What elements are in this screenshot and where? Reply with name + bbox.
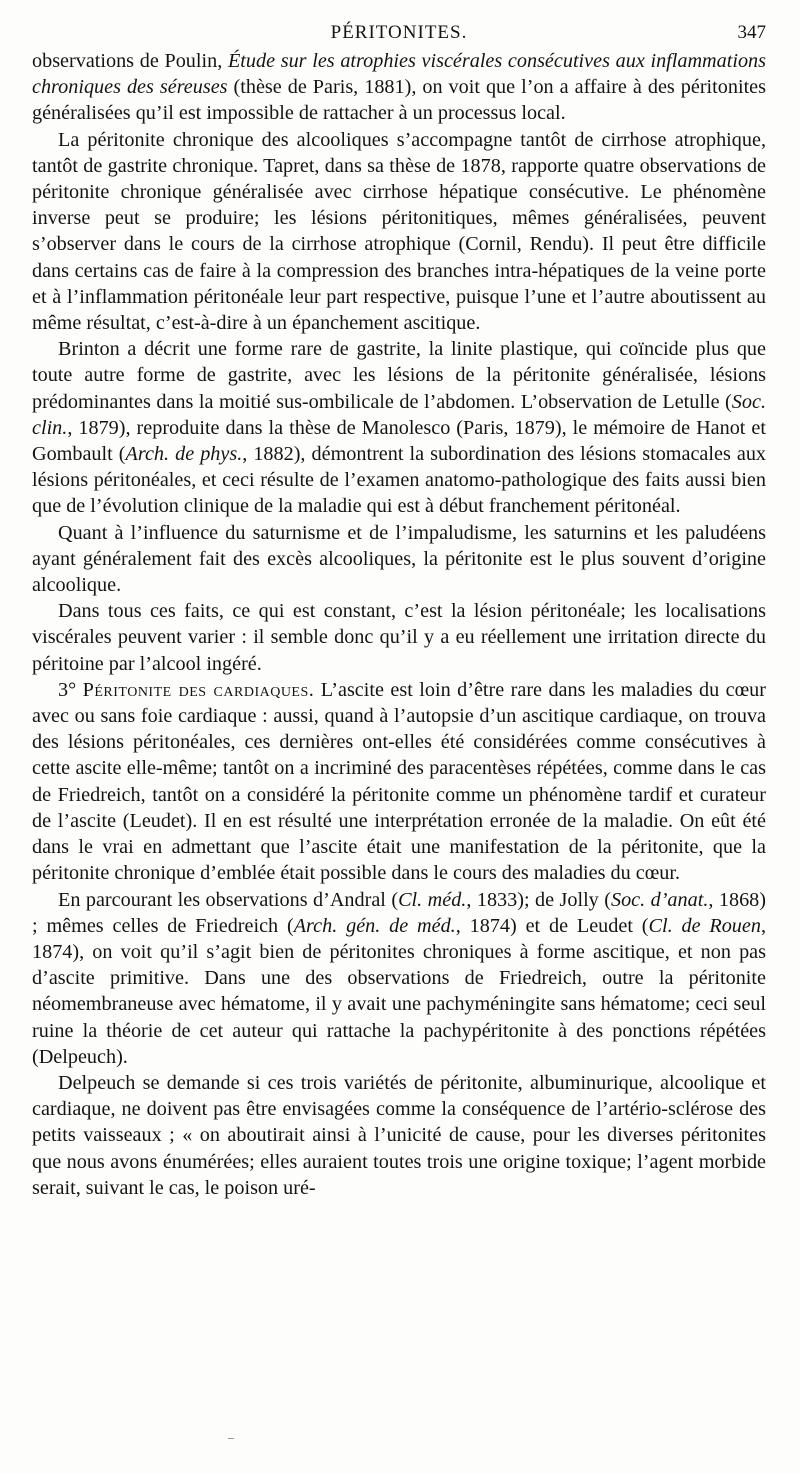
- paragraph-cardiac-peritonitis: [32, 677, 766, 887]
- paragraph-alcoholic-peritonitis: [32, 127, 766, 337]
- paragraph-continuation: [32, 48, 766, 127]
- text-run: En parcourant les observations d’Andral (: [58, 888, 399, 911]
- paragraph-saturnism: [32, 520, 766, 599]
- text-run: La péritonite chronique des alcooliques s’accompagne tantôt de cirrhose atrophique, tantôt de gastrite chronique. Tapret, dans sa thèse de 1878, rapporte quatre observations de péritonite chronique généralisée avec cirrhose hépatique consécutive. Le phénomène inverse peut se produire; les lésions péritonitiques, mêmes généralisées, peuvent s’observer dans le cours de la cirrhose atrophique (Cornil, Rendu). Il peut être difficile dans certains cas de faire à la compression des branches intra-hépatiques de la veine porte et à l’inflammation péritonéale leur part respective, puisque l’une et l’autre aboutissent au même résultat, c’est-à-dire à un épanchement ascitique.: [32, 128, 766, 335]
- text-run: , 1874), on voit qu’il s’agit bien de péritonites chroniques à forme ascitique, et non pas d’ascite primitive. Dans une des observations de Friedreich, outre la péritonite néomembraneuse avec hématome, il y avait une pachyméningite sans hématome; ceci seul ruine la théorie de cet auteur qui rattache la pachypéritonite à des ponctions répétées (Delpeuch).: [32, 914, 767, 1068]
- paragraph-constant-lesion: [32, 598, 766, 677]
- paragraph-linitis-plastica: [32, 336, 766, 519]
- text-run: , 1833); de Jolly (: [466, 888, 611, 911]
- text-run: Delpeuch se demande si ces trois variétés de péritonite, albuminurique, alcoolique et cardiaque, ne doivent pas être envisagées comme la conséquence de l’artério-sclérose des petits vaisseaux ; « on aboutirait ainsi à l’unicité de cause, pour les diverses péritonites que nous avons énumérées; elles auraient toutes trois une origine toxique; l’agent morbide serait, suivant le cas, le poison uré-: [32, 1071, 766, 1199]
- text-run: , 1874) et de Leudet (: [455, 914, 649, 937]
- running-title: PÉRITONITES.: [330, 22, 468, 43]
- italic-citation: Soc. d’anat.: [610, 888, 709, 911]
- body-text: [32, 48, 766, 1201]
- text-run: , 1882), démontrent la subordination des lésions stomacales aux lésions péritonéales, et ceci résulte de l’examen anatomo-pathologique des faits aussi bien que de l’évolution clinique de la maladie qui est à début franchement péritonéal.: [32, 443, 767, 518]
- text-run: Brinton a décrit une forme rare de gastrite, la linite plastique, qui coïncide plus que toute autre forme de gastrite, avec les lésions de la péritonite généralisée, lésions prédominantes dans la moitié sus-ombilicale de l’abdomen. L’observation de Letulle (: [32, 338, 766, 413]
- text-run: L’ascite est loin d’être rare dans les maladies du cœur avec ou sans foie cardiaque : aussi, quand à l’autopsie d’un ascitique cardiaque, on trouva des lésions péritonéales, ces dernières ont-elles été considérées comme consécutives à cette ascite elle-même; tantôt on a incriminé des paracentèses répétées, comme dans le cas de Friedreich, tantôt on a considéré la péritonite comme un phénomène tardif et curateur de l’ascite (Leudet). Il en est résulté une interprétation erronée de la maladie. On eût été dans le vrai en admettant que l’ascite était une manifestation de la péritonite, que la péritonite chronique d’emblée était possible dans le cours des maladies du cœur.: [32, 678, 766, 885]
- paragraph-observations-andral: [32, 887, 766, 1070]
- italic-citation: Arch. gén. de méd.: [293, 914, 456, 937]
- footer-mark: [228, 1438, 234, 1439]
- section-heading: Péritonite des cardiaques.: [82, 678, 315, 701]
- book-page: [32, 18, 766, 1201]
- page-number: 347: [737, 22, 766, 43]
- italic-citation: Cl. méd.: [398, 888, 467, 911]
- text-run: Quant à l’influence du saturnisme et de l’impaludisme, les saturnins et les paludéens ayant généralement fait des excès alcooliques, la péritonite est le plus souvent d’origine alcoolique.: [32, 521, 766, 597]
- italic-citation: Soc. clin.: [32, 390, 766, 439]
- text-run: (thèse de Paris, 1881), on voit que l’on a affaire à des péritonites généralisées qu’il est impossible de rattacher à un processus local.: [32, 76, 766, 125]
- italic-citation: Cl. de Rouen: [648, 914, 761, 937]
- italic-citation: Arch. de phys.: [125, 443, 243, 466]
- paragraph-delpeuch: [32, 1070, 766, 1201]
- text-run: Dans tous ces faits, ce qui est constant, c’est la lésion péritonéale; les localisations viscérales peuvent varier : il semble donc qu’il y a eu réellement une irritation directe du péritoine par l’alcool ingéré.: [32, 600, 766, 675]
- text-run: , 1879), reproduite dans la thèse de Manolesco (Paris, 1879), le mémoire de Hanot et Gombault (: [32, 416, 766, 466]
- text-run: 3°: [58, 678, 83, 701]
- text-run: observations de Poulin,: [32, 50, 228, 72]
- text-run: , 1868) ; mêmes celles de Friedreich (: [32, 888, 766, 937]
- italic-citation: Étude sur les atrophies viscérales consécutives aux inflammations chroniques des séreuses: [32, 50, 766, 99]
- page-header: [32, 18, 766, 48]
